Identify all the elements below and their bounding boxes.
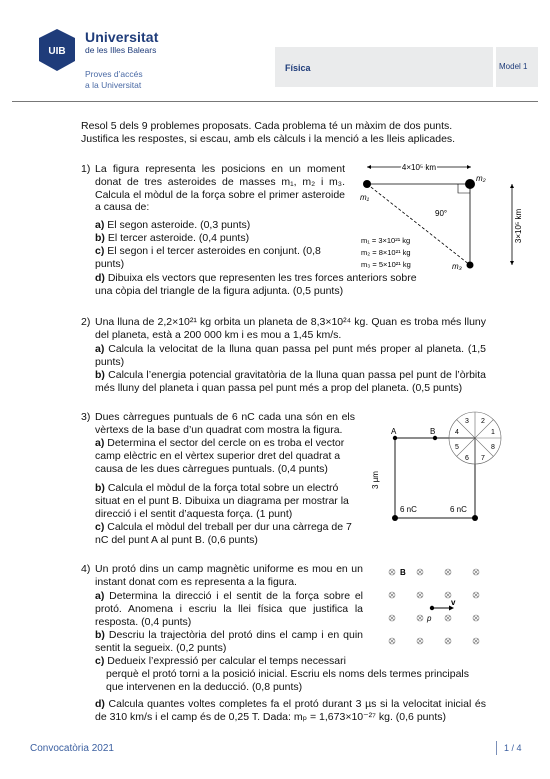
m1-label: m₁ (360, 193, 370, 202)
field-symbol (417, 638, 423, 644)
mass2-label: m₂ = 8×10²¹ kg (361, 248, 411, 257)
p4-c-line2: perquè el protó torni a la posició inicial. Escriu els noms dels termes principals que intervenen en la deducció. (0,8 punts) (106, 668, 469, 693)
proton-label: p (427, 614, 432, 623)
field-symbol (445, 569, 451, 575)
charge-right-label: 6 nC (450, 505, 467, 514)
subject-title: Física (285, 63, 311, 73)
label-B: B (430, 427, 436, 436)
field-symbol (417, 569, 423, 575)
asteroid-3 (467, 262, 474, 269)
label-A: A (391, 427, 397, 436)
seal-text: UIB (48, 46, 66, 57)
header-divider (12, 101, 538, 102)
p2-number: 2) (81, 316, 91, 328)
p1-b: b) El tercer asteroide. (0,4 punts) (95, 232, 250, 244)
sector-6: 6 (465, 455, 469, 462)
intro-line-2: Justifica les respostes, si escau, amb els càlculs i la menció a les lleis aplicades. (81, 133, 456, 145)
field-symbol (473, 592, 479, 598)
proves-acces: Proves d’accés a la Universitat (85, 69, 143, 90)
convocatoria-label: Convocatòria 2021 (30, 743, 114, 754)
dist-top-label: 4×10⁵ km (401, 163, 437, 172)
asteroid-1 (363, 180, 371, 188)
field-into-page-grid (389, 569, 479, 644)
field-symbol (389, 615, 395, 621)
point-B (433, 436, 437, 440)
university-name: Universitat (85, 29, 159, 45)
magnetic-field-figure (380, 560, 490, 665)
charges-figure (360, 408, 510, 533)
p1-number: 1) (81, 163, 91, 175)
p2-a: a) Calcula la velocitat de la lluna quan passa pel punt més proper al planeta. (1,5 punts) (95, 343, 486, 368)
sector-7: 7 (481, 455, 485, 462)
m2-label: m₂ (476, 174, 486, 183)
charge-left (392, 515, 398, 521)
mass1-label: m₁ = 3×10²¹ kg (361, 236, 411, 245)
p4-number: 4) (81, 563, 91, 575)
angle-label: 90° (435, 209, 448, 218)
field-symbol (473, 638, 479, 644)
model-label: Model 1 (499, 62, 528, 71)
field-symbol (389, 592, 395, 598)
sector-3: 3 (465, 418, 469, 425)
asteroids-figure (355, 158, 535, 283)
p4-stem: Un protó dins un camp magnètic uniforme es mou en un instant donat com es representa a la figura. (95, 563, 363, 588)
field-symbol (473, 569, 479, 575)
charge-right (472, 515, 478, 521)
asteroid-2 (465, 179, 475, 189)
mass3-label: m₃ = 5×10²¹ kg (361, 260, 411, 269)
p3-b: b) Calcula el mòdul de la força total sobre un electró situat en el punt B. Dibuixa un diagrama per mostrar la direcció i el sentit d’aquesta força. (1 punt) (95, 482, 349, 520)
field-symbol (473, 615, 479, 621)
sector-5: 5 (455, 444, 459, 451)
proton (430, 606, 434, 610)
sector-circle (449, 412, 501, 464)
p3-number: 3) (81, 411, 91, 423)
p1-stem: La figura representa les posicions en un moment donat de tres asteroides de masses m₁, m₂ i m₃. Calcula el mòdul de la força sobre el primer asteroide a causa de: (95, 163, 345, 214)
dist-right-label: 3×10⁵ km (514, 208, 523, 244)
university-subtitle: de les Illes Balears (85, 45, 157, 55)
p3-stem: Dues càrregues puntuals de 6 nC cada una són en els vèrtexs de la base d’un quadrat com mostra la figura. (95, 411, 355, 436)
field-symbol (417, 615, 423, 621)
page-number: 1 / 4 (504, 743, 522, 753)
side-label: 3 µm (371, 471, 380, 489)
charge-left-label: 6 nC (400, 505, 417, 514)
field-symbol (445, 638, 451, 644)
sector-8: 8 (491, 444, 495, 451)
field-symbol (389, 638, 395, 644)
p1-d: d) Dibuixa els vectors que representen les tres forces anteriors sobre una còpia del triangle de la figura adjunta. (0,5 punts) (95, 272, 417, 297)
intro-line-1: Resol 5 dels 9 problemes proposats. Cada problema té un màxim de dos punts. (81, 120, 453, 132)
p3-a: a) Determina el sector del cercle on es troba el vector camp elèctric en el vèrtex superior dret del quadrat a causa de les dues càrregues puntuals. (0,4 punts) (95, 437, 345, 475)
p2-b: b) Calcula l’energia potencial gravitatòria de la lluna quan passa pel punt de l’òrbita més lluny del planeta i quan passa pel punt més a prop del planeta. (0,5 punts) (95, 369, 486, 394)
field-symbol (417, 592, 423, 598)
uib-seal-logo (35, 27, 79, 73)
p4-a: a) Determina la direcció i el sentit de la força sobre el protó. Anomena i escriu la llei física que justifica la resposta. (0,4 punts) (95, 590, 363, 628)
p3-c: c) Calcula el mòdul del treball per dur una càrrega de 7 nC del punt A al punt B. (0,6 punts) (95, 521, 352, 546)
p1-c: c) El segon i el tercer asteroides en conjunt. (0,8 punts) (95, 245, 321, 270)
sector-4: 4 (455, 429, 459, 436)
p4-c-line1: c) Dedueix l’expressió per calcular el temps necessari (95, 655, 346, 667)
p4-d: d) Calcula quantes voltes completes fa el protó durant 3 µs si la velocitat inicial és de 310 km/s i el camp és de 0,25 T. Dada: mₚ = 1,673×10⁻²⁷ kg. (0,6 punts) (95, 698, 487, 723)
footer-divider (496, 741, 497, 755)
m3-label: m₃ (452, 262, 462, 271)
field-symbol (389, 569, 395, 575)
velocity-label: v (451, 598, 456, 607)
sector-2: 2 (481, 418, 485, 425)
p1-a: a) El segon asteroide. (0,3 punts) (95, 219, 251, 231)
field-symbol (445, 615, 451, 621)
field-label-B: B (400, 568, 406, 577)
p4-b: b) Descriu la trajectòria del protó dins el camp i en quin sentit la segueix. (0,2 punts) (95, 629, 363, 654)
p2-stem: Una lluna de 2,2×10²¹ kg orbita un planeta de 8,3×10²⁴ kg. Quan es troba més lluny del planeta, està a 200 000 km i es mou a 1,45 km/s. (95, 316, 486, 341)
point-A (393, 436, 397, 440)
sector-1: 1 (491, 429, 495, 436)
